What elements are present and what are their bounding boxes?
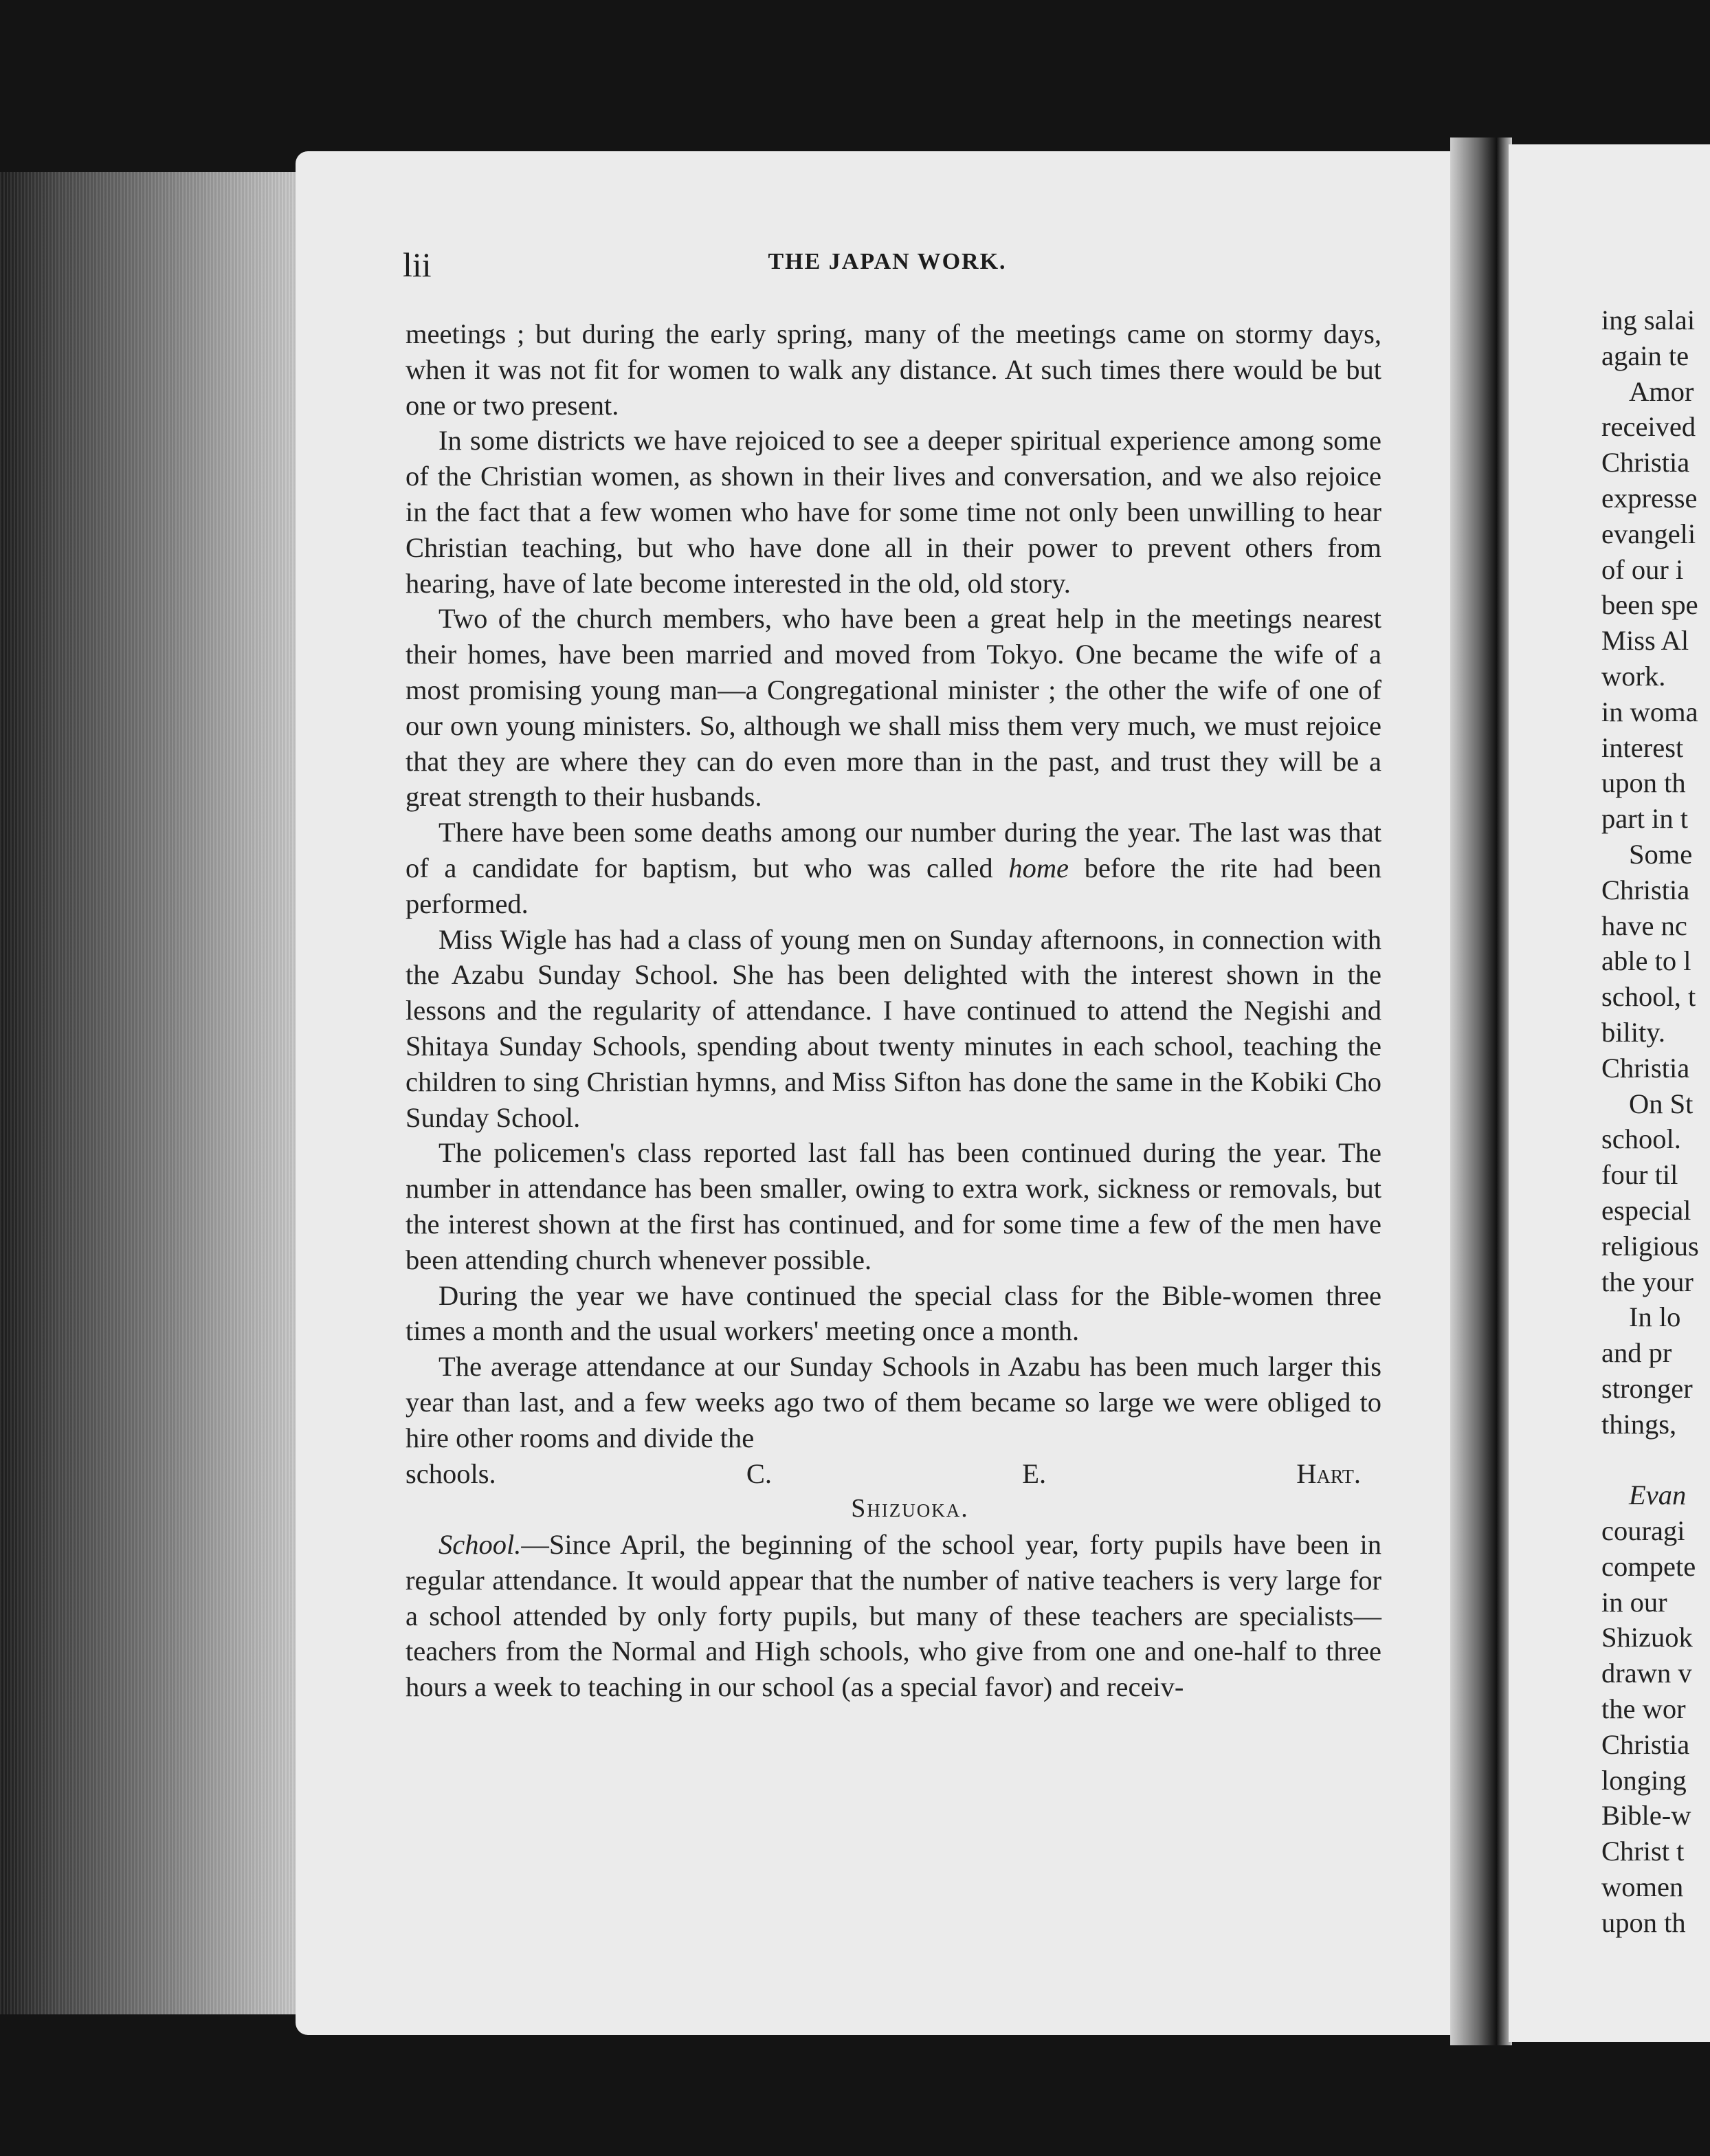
paragraph	[406, 1349, 1381, 1455]
right-page-line: upon th	[1601, 1906, 1686, 1938]
right-page-line: Amor	[1629, 375, 1694, 407]
right-page-line: been spe	[1601, 589, 1698, 621]
right-page-line: four til	[1601, 1159, 1678, 1191]
paragraph-text: There have been some deaths among our number during the year. The last was that of a candidate for baptism, but who was called	[406, 817, 1381, 883]
signature-line	[406, 1456, 1381, 1492]
right-page-line: women	[1601, 1871, 1684, 1903]
paragraph-text: before the rite had been performed.	[406, 852, 1382, 919]
right-page-line: Bible-w	[1601, 1800, 1691, 1832]
paragraph	[406, 1527, 1381, 1705]
right-page-line	[1601, 1442, 1710, 1478]
right-page-line: interest	[1601, 732, 1684, 763]
paragraph: Two of the church members, who have been a great help in the meetings nearest their homes, have been married and moved from Tokyo. One became the wife of a most promising young man—a Congregational minister ; the other the wife of one of our own young ministers. So, although we shall miss them very much, we must rejoice that they are where they can do even more than in the past, and trust they will be a great strength to their husbands.	[406, 603, 1381, 813]
right-page-line: have nc	[1601, 910, 1687, 941]
paragraph: In some districts we have rejoiced to see a deeper spiritual experience among some of the Christian women, as shown in their lives and conversation, and we also rejoice in the fact that a few women who have for some time not only been unwilling to hear Christian teaching, but who have done all in their power to prevent others from hearing, have of late become interested in the old, old story.	[406, 425, 1381, 599]
paragraph	[406, 815, 1381, 921]
right-page-line: things,	[1601, 1408, 1677, 1440]
right-page-line: and pr	[1601, 1337, 1672, 1369]
scan-background	[0, 2045, 1710, 2156]
right-page-line: Some	[1629, 838, 1693, 870]
right-page-line: of our i	[1601, 553, 1684, 585]
right-page-line: expresse	[1601, 482, 1698, 514]
paragraph: Miss Wigle has had a class of young men on Sunday afternoons, in connection with the Azabu Sunday School. She has been delighted with the interest shown in the lessons and the regularity of attendance. I have continued to attend the Negishi and Shitaya Sunday Schools, spending about twenty minutes in each school, teaching the children to sing Christian hymns, and Miss Sifton has done the same in the Kobiki Cho Sunday School.	[406, 923, 1381, 1133]
right-page-line: school, t	[1601, 981, 1696, 1013]
paragraph: meetings ; but during the early spring, many of the meetings came on stormy days, when it was not fit for women to walk any distance. At such times there would be but one or two present.	[406, 318, 1381, 421]
signature: C. E. Hart.	[746, 1458, 1362, 1489]
right-page-line: in our	[1601, 1586, 1667, 1618]
right-page-line: Christia	[1601, 1728, 1690, 1760]
right-page-line: religious	[1601, 1230, 1699, 1262]
right-page-line: couragi	[1601, 1515, 1685, 1547]
running-title: THE JAPAN WORK.	[768, 249, 1007, 274]
paragraph-text: The average attendance at our Sunday Schools in Azabu has been much larger this year than last, and a few weeks ago two of them became so large we were obliged to hire other rooms and divide the	[406, 1351, 1381, 1453]
right-page-line: ing salai	[1601, 305, 1696, 336]
right-page-line: Miss Al	[1601, 625, 1689, 657]
paragraph: During the year we have continued the special class for the Bible-women three times a month and the usual workers' meeting once a month.	[406, 1279, 1381, 1347]
right-page-line: Evan	[1629, 1480, 1687, 1511]
right-page-line: the your	[1601, 1266, 1694, 1297]
book-page-edges	[0, 172, 296, 2014]
right-page-line: Christia	[1601, 1052, 1690, 1084]
right-page-line: bility.	[1601, 1016, 1666, 1048]
right-page-line: longing	[1601, 1764, 1687, 1796]
running-head	[403, 245, 1372, 286]
school-label: School.	[438, 1529, 522, 1561]
right-page-line: stronger	[1601, 1372, 1693, 1404]
right-page-line: Christ t	[1601, 1836, 1685, 1867]
right-page-line: received	[1601, 411, 1696, 443]
main-text-column	[406, 316, 1381, 1705]
right-page-line: In lo	[1629, 1301, 1681, 1333]
right-page-line: Christia	[1601, 874, 1690, 905]
right-page-line: On St	[1629, 1088, 1694, 1119]
paragraph-text: schools.	[406, 1458, 496, 1489]
right-page-line: school.	[1601, 1123, 1681, 1155]
paragraph-text: —Since April, the beginning of the school year, forty pupils have been in regular attendance. It would appear that the number of native teachers is very large for a school attended by only forty pupils, but many of these teachers are specialists—teachers from the Normal and High schools, who give from one and one-half to three hours a week to teaching in our school (as a special favor) and receiv-	[406, 1529, 1381, 1703]
right-page-line: again te	[1601, 340, 1689, 371]
paragraph: The policemen's class reported last fall has been continued during the year. The number in attendance has been smaller, owing to extra work, sickness or removals, but the interest shown at the first has continued, and for some time a few of the men have been attending church whenever possible.	[406, 1137, 1381, 1275]
right-page-line: compete	[1601, 1550, 1696, 1582]
right-page-line: work.	[1601, 660, 1666, 692]
right-page-line: especial	[1601, 1194, 1691, 1226]
right-page-line: able to l	[1601, 945, 1691, 977]
emphasis-home: home	[1008, 852, 1069, 883]
right-page-line: part in t	[1601, 803, 1688, 835]
right-page-line: drawn v	[1601, 1658, 1692, 1689]
right-page-line: the wor	[1601, 1693, 1686, 1725]
right-page-line: in woma	[1601, 696, 1698, 727]
section-heading: Shizuoka.	[851, 1494, 969, 1524]
right-page-text	[1601, 302, 1710, 1941]
page-number: lii	[403, 245, 432, 284]
right-page-line: upon th	[1601, 767, 1686, 799]
right-page-line: Shizuok	[1601, 1622, 1693, 1653]
right-page-line: evangeli	[1601, 518, 1696, 549]
book-gutter	[1450, 138, 1512, 2049]
right-page-line: Christia	[1601, 447, 1690, 478]
